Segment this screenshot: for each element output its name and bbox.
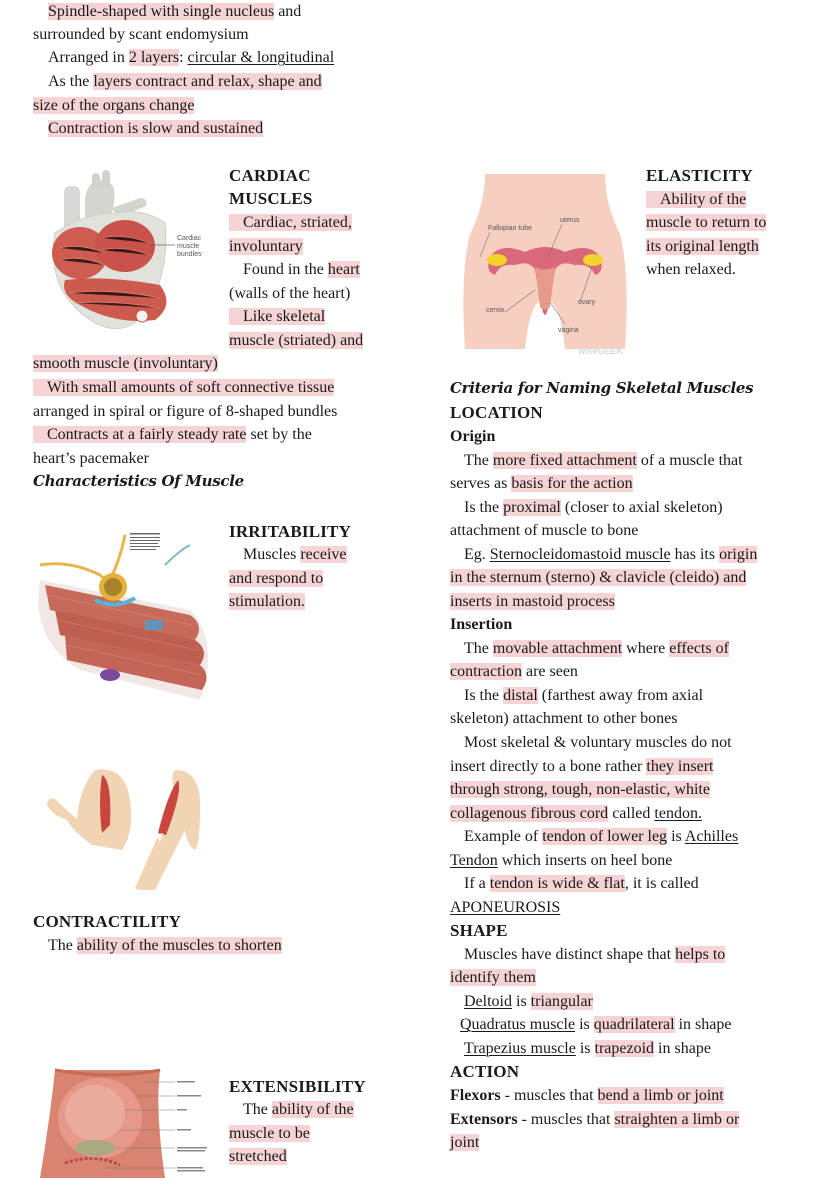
text-line: Spindle-shaped with single nucleus and (48, 3, 302, 20)
text-line: The movable attachment where effects of (464, 640, 729, 657)
subsection-title: SHAPE (450, 921, 508, 940)
text-line: its original length (646, 238, 759, 255)
text-line: Is the proximal (closer to axial skeleton) (464, 499, 723, 516)
section-title: MUSCLES (229, 189, 313, 208)
text-line: Is the distal (farthest away from axial (464, 687, 704, 704)
svg-text:bundles: bundles (177, 251, 202, 258)
figure-label: Fallopian tube (488, 225, 532, 232)
text-line: muscle to be (229, 1125, 310, 1142)
text-line: Tendon which inserts on heel bone (450, 852, 673, 869)
text-line: With small amounts of soft connective tissue (33, 376, 334, 399)
text-line: collagenous fibrous cord called tendon. (450, 805, 702, 822)
svg-text:ovary: ovary (578, 299, 596, 306)
text-line: size of the organs change (33, 97, 195, 114)
text-line: If a tendon is wide & flat, it is called (464, 875, 699, 892)
muscle-fiber-figure (35, 525, 220, 705)
text-line: insert directly to a bone rather they insert (450, 758, 714, 775)
abdomen-figure (25, 1068, 225, 1178)
svg-text:cervix: cervix (486, 307, 505, 314)
text-line: in the sternum (sterno) & clavicle (cleido) and (450, 569, 747, 586)
text-line: Extensors - muscles that straighten a limb or (450, 1111, 740, 1128)
subsection-title: Insertion (450, 616, 513, 633)
text-line: Found in the heart (243, 261, 360, 278)
text-line: heart’s pacemaker (33, 450, 149, 467)
svg-text:vagina: vagina (558, 327, 579, 334)
text-line: The ability of the (243, 1101, 354, 1118)
text-line: identify them (450, 969, 536, 986)
text-line: stimulation. (229, 593, 305, 610)
figure-label: Cardiac (177, 235, 202, 242)
text-line: Ability of the (646, 188, 746, 211)
text-line: The more fixed attachment of a muscle that (464, 452, 743, 469)
text-line: Eg. Sternocleidomastoid muscle has its origin (464, 546, 758, 563)
text-line: As the layers contract and relax, shape and (48, 73, 322, 90)
text-line: attachment of muscle to bone (450, 522, 639, 539)
section-title: EXTENSIBILITY (229, 1077, 366, 1096)
text-line: contraction are seen (450, 663, 578, 680)
watermark: wiseGEEK (578, 346, 624, 356)
section-title: ELASTICITY (646, 166, 753, 185)
svg-text:uterus: uterus (560, 217, 580, 224)
text-line: serves as basis for the action (450, 475, 633, 492)
text-line: Most skeletal & voluntary muscles do not (464, 734, 732, 751)
subsection-title: Origin (450, 428, 496, 445)
text-line: Arranged in 2 layers: circular & longitudinal (48, 49, 335, 66)
text-line: Muscles receive (243, 546, 347, 563)
text-line: inserts in mastoid process (450, 593, 615, 610)
text-line: Example of tendon of lower leg is Achilles (464, 828, 739, 845)
text-line: stretched (229, 1148, 287, 1165)
text-line: Trapezius muscle is trapezoid in shape (464, 1040, 711, 1057)
text-line: Cardiac, striated, (229, 211, 352, 234)
text-line: muscle (striated) and (229, 332, 364, 349)
section-title: CONTRACTILITY (33, 912, 182, 931)
heart-figure (30, 168, 215, 338)
text-line: Contracts at a fairly steady rate set by the (33, 423, 312, 446)
text-line: when relaxed. (646, 261, 736, 278)
text-line: APONEUROSIS (450, 899, 561, 916)
text-line: joint (450, 1134, 480, 1151)
text-line: through strong, tough, non-elastic, white (450, 781, 710, 798)
text-line: Muscles have distinct shape that helps to (464, 946, 726, 963)
arm-muscle-figure (40, 765, 205, 890)
text-line: arranged in spiral or figure of 8-shaped bundles (33, 403, 338, 420)
text-line: smooth muscle (involuntary) (33, 355, 218, 372)
text-line: skeleton) attachment to other bones (450, 710, 678, 727)
text-line: (walls of the heart) (229, 285, 351, 302)
text-line: Quadratus muscle is quadrilateral in shape (460, 1016, 732, 1033)
subsection-title: ACTION (450, 1062, 520, 1081)
text-line: muscle to return to (646, 214, 767, 231)
text-line: Like skeletal (229, 305, 325, 328)
uterus-figure (450, 172, 640, 357)
svg-text:muscle: muscle (177, 243, 200, 250)
section-heading: Characteristics Of Muscle (33, 472, 244, 490)
section-title: CARDIAC (229, 166, 311, 185)
subsection-title: LOCATION (450, 403, 543, 422)
section-title: IRRITABILITY (229, 522, 352, 541)
text-line: and respond to (229, 570, 324, 587)
section-heading: Criteria for Naming Skeletal Muscles (450, 379, 754, 397)
text-line: surrounded by scant endomysium (33, 26, 249, 43)
text-line: Flexors - muscles that bend a limb or joint (450, 1087, 724, 1104)
text-line: The ability of the muscles to shorten (48, 937, 282, 954)
text-line: involuntary (229, 238, 303, 255)
text-line: Contraction is slow and sustained (48, 120, 264, 137)
text-line: Deltoid is triangular (464, 993, 593, 1010)
